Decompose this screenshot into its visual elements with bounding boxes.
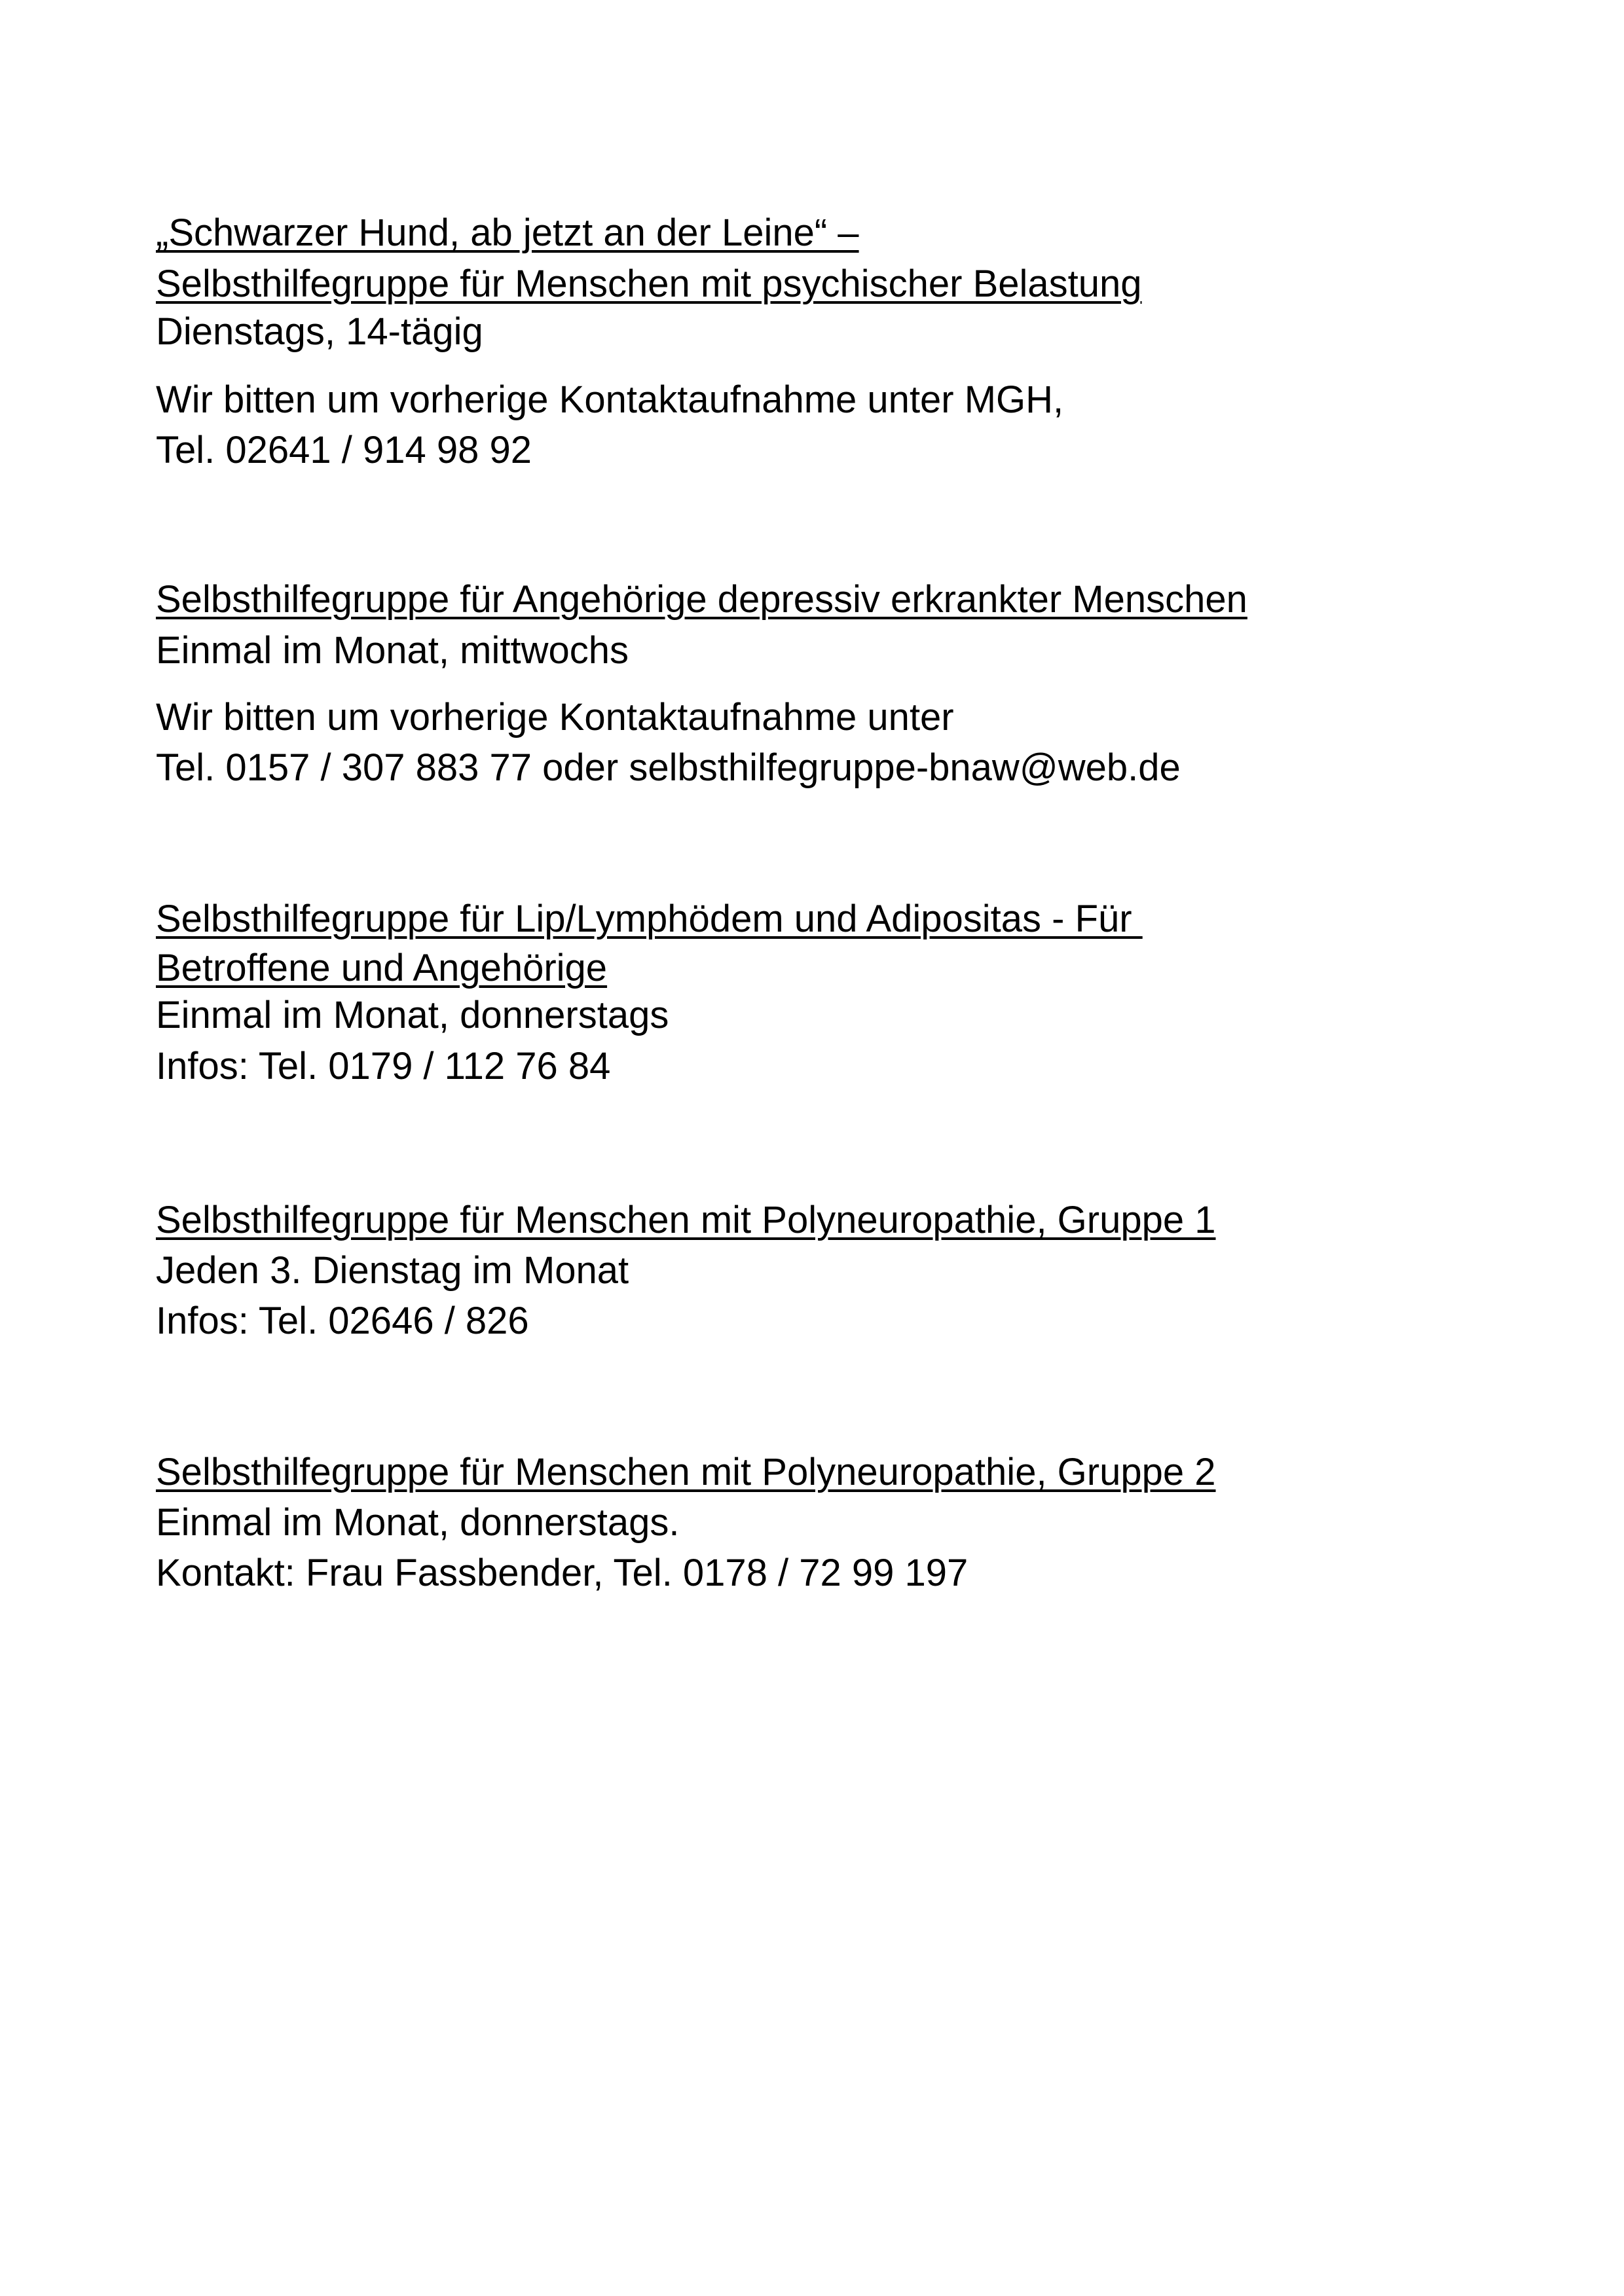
group-schedule: Einmal im Monat, donnerstags. bbox=[156, 1501, 680, 1544]
group-contact-phone: Tel. 02641 / 914 98 92 bbox=[156, 429, 532, 471]
group-title-line: „Schwarzer Hund, ab jetzt an der Leine“ – bbox=[156, 211, 859, 254]
group-contact-phone: Infos: Tel. 02646 / 826 bbox=[156, 1300, 529, 1342]
group-contact-line: Wir bitten um vorherige Kontaktaufnahme unter bbox=[156, 696, 954, 738]
group-title-line: Selbsthilfegruppe für Angehörige depressiv erkrankter Menschen bbox=[156, 578, 1247, 621]
group-contact-phone: Infos: Tel. 0179 / 112 76 84 bbox=[156, 1045, 611, 1087]
group-schedule: Jeden 3. Dienstag im Monat bbox=[156, 1249, 629, 1292]
group-contact-line: Wir bitten um vorherige Kontaktaufnahme unter MGH, bbox=[156, 378, 1064, 421]
group-contact-phone-email: Tel. 0157 / 307 883 77 oder selbsthilfegruppe-bnaw@web.de bbox=[156, 746, 1181, 789]
group-contact-phone: Kontakt: Frau Fassbender, Tel. 0178 / 72 99 197 bbox=[156, 1552, 969, 1594]
group-title-line: Selbsthilfegruppe für Menschen mit Polyneuropathie, Gruppe 2 bbox=[156, 1451, 1216, 1493]
group-schedule: Einmal im Monat, mittwochs bbox=[156, 629, 629, 672]
group-title-line: Betroffene und Angehörige bbox=[156, 947, 608, 989]
group-title-line: Selbsthilfegruppe für Menschen mit Polyneuropathie, Gruppe 1 bbox=[156, 1199, 1216, 1241]
group-schedule: Einmal im Monat, donnerstags bbox=[156, 994, 669, 1036]
group-schedule: Dienstags, 14-tägig bbox=[156, 310, 483, 353]
group-title-line: Selbsthilfegruppe für Lip/Lymphödem und Adipositas - Für bbox=[156, 898, 1143, 940]
group-title-line: Selbsthilfegruppe für Menschen mit psychischer Belastung bbox=[156, 263, 1142, 305]
